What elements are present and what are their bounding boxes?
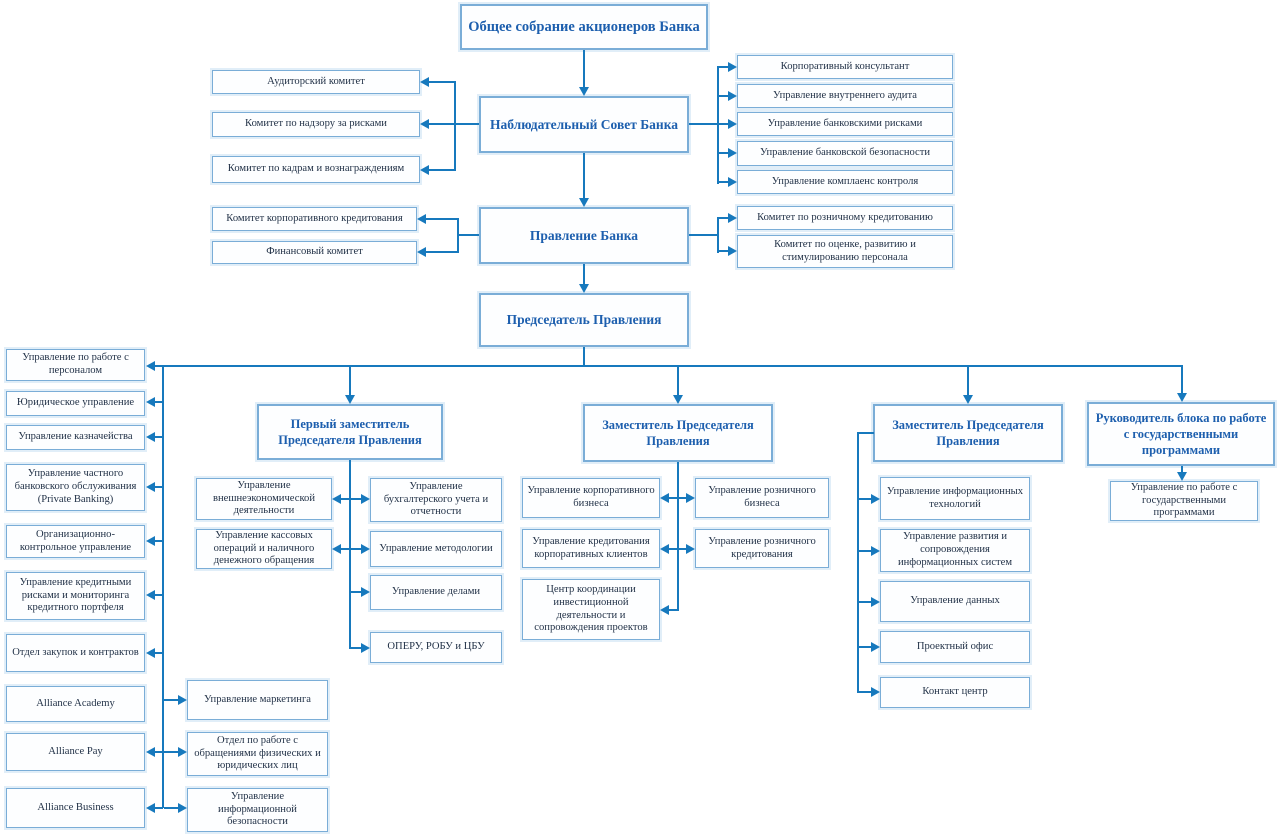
node-internal-audit: Управление внутреннего аудита <box>737 84 953 108</box>
arrowhead <box>686 493 695 503</box>
arrowhead <box>1177 472 1187 481</box>
connector <box>689 123 728 125</box>
node-alliance-pay: Alliance Pay <box>6 733 145 771</box>
connector <box>1181 367 1183 393</box>
connector <box>426 251 457 253</box>
node-first-deputy-chairman: Первый заместитель Председателя Правления <box>257 404 443 460</box>
arrowhead <box>1177 393 1187 402</box>
arrowhead <box>579 87 589 96</box>
connector <box>454 81 456 171</box>
connector <box>341 548 350 550</box>
connector <box>669 609 678 611</box>
connector <box>583 347 585 367</box>
arrowhead <box>178 695 187 705</box>
node-deputy-chairman-business: Заместитель Председателя Правления <box>583 404 773 462</box>
node-appeals-department: Отдел по работе с обращениями физических и юридических лиц <box>187 732 328 776</box>
connector <box>857 432 859 693</box>
node-gov-programs-head: Руководитель блока по работе с государственными программами <box>1087 402 1275 466</box>
connector <box>677 367 679 395</box>
connector <box>164 807 179 809</box>
arrowhead <box>146 648 155 658</box>
connector <box>162 367 164 808</box>
connector <box>155 365 1183 367</box>
arrowhead <box>361 544 370 554</box>
connector <box>857 432 874 434</box>
connector <box>154 594 163 596</box>
connector <box>164 699 179 701</box>
connector <box>154 401 163 403</box>
connector <box>349 367 351 395</box>
arrowhead <box>579 284 589 293</box>
connector <box>669 548 678 550</box>
arrowhead <box>420 165 429 175</box>
arrowhead <box>660 544 669 554</box>
node-marketing-department: Управление маркетинга <box>187 680 328 720</box>
connector <box>154 486 163 488</box>
connector <box>689 234 718 236</box>
node-corporate-consultant: Корпоративный консультант <box>737 55 953 79</box>
node-risk-oversight-committee: Комитет по надзору за рисками <box>212 112 420 137</box>
arrowhead <box>345 395 355 404</box>
node-finance-committee: Финансовый комитет <box>212 241 417 264</box>
node-procurement-department: Отдел закупок и контрактов <box>6 634 145 672</box>
connector <box>669 497 678 499</box>
node-staff-evaluation-committee: Комитет по оценке, развитию и стимулированию персонала <box>737 235 953 268</box>
node-administration-dept: Управление делами <box>370 575 502 610</box>
arrowhead <box>178 747 187 757</box>
arrowhead <box>871 546 880 556</box>
arrowhead <box>146 536 155 546</box>
connector <box>583 153 585 198</box>
connector <box>583 264 585 284</box>
arrowhead <box>728 148 737 158</box>
node-operu-robu-cbu: ОПЕРУ, РОБУ и ЦБУ <box>370 632 502 663</box>
arrowhead <box>417 247 426 257</box>
node-infosec-department: Управление информационной безопасности <box>187 788 328 832</box>
arrowhead <box>660 493 669 503</box>
arrowhead <box>728 246 737 256</box>
node-methodology-dept: Управление методологии <box>370 531 502 567</box>
connector <box>154 751 163 753</box>
node-gov-programs-dept: Управление по работе с государственными программами <box>1110 481 1258 521</box>
arrowhead <box>361 587 370 597</box>
arrowhead <box>146 397 155 407</box>
arrowhead <box>728 213 737 223</box>
node-compliance-control: Управление комплаенс контроля <box>737 170 953 194</box>
arrowhead <box>579 198 589 207</box>
node-bank-risks: Управление банковскими рисками <box>737 112 953 136</box>
arrowhead <box>361 643 370 653</box>
arrowhead <box>728 62 737 72</box>
node-corporate-business-dept: Управление корпоративного бизнеса <box>522 478 660 518</box>
node-shareholders: Общее собрание акционеров Банка <box>460 4 708 50</box>
arrowhead <box>728 177 737 187</box>
connector <box>429 123 479 125</box>
connector <box>426 218 457 220</box>
connector <box>677 462 679 611</box>
arrowhead <box>146 747 155 757</box>
connector <box>154 540 163 542</box>
connector <box>717 66 719 184</box>
node-it-department: Управление информационных технологий <box>880 477 1030 520</box>
arrowhead <box>420 119 429 129</box>
arrowhead <box>871 642 880 652</box>
arrowhead <box>146 482 155 492</box>
connector <box>967 367 969 395</box>
node-data-department: Управление данных <box>880 581 1030 622</box>
connector <box>154 652 163 654</box>
node-deputy-chairman-it: Заместитель Председателя Правления <box>873 404 1063 462</box>
node-retail-lending-committee: Комитет по розничному кредитованию <box>737 206 953 230</box>
node-org-control-department: Организационно-контрольное управление <box>6 525 145 558</box>
node-supervisory-board: Наблюдательный Совет Банка <box>479 96 689 153</box>
node-hr-department: Управление по работе с персоналом <box>6 349 145 381</box>
node-private-banking: Управление частного банковского обслуживания (Private Banking) <box>6 464 145 511</box>
arrowhead <box>332 494 341 504</box>
connector <box>583 50 585 88</box>
connector <box>164 751 179 753</box>
arrowhead <box>871 687 880 697</box>
arrowhead <box>178 803 187 813</box>
node-alliance-business: Alliance Business <box>6 788 145 828</box>
arrowhead <box>361 494 370 504</box>
connector <box>458 234 479 236</box>
connector <box>341 498 350 500</box>
arrowhead <box>146 590 155 600</box>
node-contact-center: Контакт центр <box>880 677 1030 708</box>
arrowhead <box>871 494 880 504</box>
node-retail-lending-dept: Управление розничного кредитования <box>695 529 829 568</box>
arrowhead <box>963 395 973 404</box>
node-foreign-economic-dept: Управление внешнеэкономической деятельности <box>196 478 332 520</box>
node-treasury-department: Управление казначейства <box>6 425 145 450</box>
node-investment-coordination-center: Центр координации инвестиционной деятельности и сопровождения проектов <box>522 579 660 640</box>
node-project-office: Проектный офис <box>880 631 1030 663</box>
node-credit-risk-department: Управление кредитными рисками и мониторинга кредитного портфеля <box>6 572 145 620</box>
node-alliance-academy: Alliance Academy <box>6 686 145 722</box>
node-chairman: Председатель Правления <box>479 293 689 347</box>
connector <box>429 81 456 83</box>
arrowhead <box>673 395 683 404</box>
arrowhead <box>146 803 155 813</box>
arrowhead <box>417 214 426 224</box>
arrowhead <box>728 91 737 101</box>
arrowhead <box>660 605 669 615</box>
node-audit-committee: Аудиторский комитет <box>212 70 420 94</box>
arrowhead <box>146 432 155 442</box>
node-accounting-dept: Управление бухгалтерского учета и отчетности <box>370 478 502 522</box>
node-management-board: Правление Банка <box>479 207 689 264</box>
arrowhead <box>332 544 341 554</box>
node-corporate-lending-committee: Комитет корпоративного кредитования <box>212 207 417 231</box>
connector <box>154 807 163 809</box>
node-hr-remuneration-committee: Комитет по кадрам и вознаграждениям <box>212 156 420 183</box>
connector <box>349 460 351 649</box>
arrowhead <box>686 544 695 554</box>
arrowhead <box>728 119 737 129</box>
arrowhead <box>146 361 155 371</box>
node-is-development-dept: Управление развития и сопровождения информационных систем <box>880 529 1030 572</box>
node-legal-department: Юридическое управление <box>6 391 145 416</box>
node-bank-security: Управление банковской безопасности <box>737 141 953 166</box>
connector <box>154 436 163 438</box>
connector <box>429 169 456 171</box>
node-cash-operations-dept: Управление кассовых операций и наличного денежного обращения <box>196 529 332 569</box>
arrowhead <box>871 597 880 607</box>
node-corporate-clients-lending-dept: Управление кредитования корпоративных клиентов <box>522 529 660 568</box>
node-retail-business-dept: Управление розничного бизнеса <box>695 478 829 518</box>
arrowhead <box>420 77 429 87</box>
